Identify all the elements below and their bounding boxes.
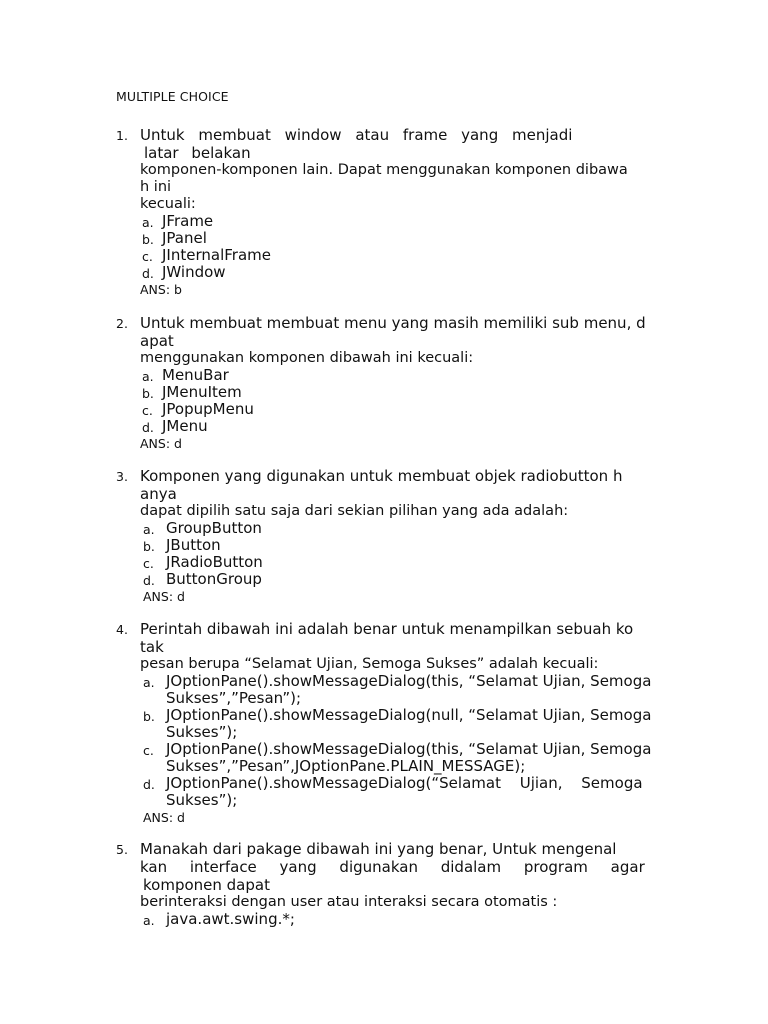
option-a [116, 911, 676, 928]
option-letter: a. [143, 522, 155, 537]
question-line [116, 840, 676, 858]
question-number: 2. [116, 316, 128, 331]
question-text: anya [140, 485, 177, 503]
question-number: 1. [116, 128, 128, 143]
option-d [116, 775, 676, 809]
answer-key: ANS: d [143, 589, 185, 604]
option-letter: a. [142, 215, 154, 230]
option-text-continued: Sukses”,”Pesan”,JOptionPane.PLAIN_MESSAGE); [166, 757, 526, 775]
question-line [116, 485, 676, 503]
option-b [116, 537, 676, 554]
option-letter: d. [143, 777, 155, 792]
answer-key: ANS: d [143, 810, 185, 825]
option-c [116, 401, 676, 418]
option-text: JOptionPane().showMessageDialog(“Selamat Ujian, Semoga [166, 774, 643, 792]
option-letter: b. [142, 232, 154, 247]
question-3 [116, 467, 676, 605]
option-letter: c. [143, 743, 154, 758]
question-line: komponen-komponen lain. Dapat menggunakan komponen dibawa [140, 162, 628, 178]
option-letter: a. [143, 913, 155, 928]
option-c [116, 741, 676, 775]
option-text: JOptionPane().showMessageDialog(null, “Selamat Ujian, Semoga [166, 706, 652, 724]
option-letter: c. [142, 403, 153, 418]
option-text: JPanel [162, 229, 207, 247]
option-text: JOptionPane().showMessageDialog(this, “Selamat Ujian, Semoga [166, 672, 652, 690]
section-heading: MULTIPLE CHOICE [116, 89, 229, 104]
question-text: Untuk membuat membuat menu yang masih memiliki sub menu, d [140, 314, 646, 332]
option-text-continued: Sukses”); [166, 791, 238, 809]
option-text: JButton [166, 536, 221, 554]
question-number: 5. [116, 842, 128, 857]
question-line: menggunakan komponen dibawah ini kecuali: [140, 350, 474, 366]
question-5 [116, 840, 676, 928]
option-c [116, 247, 676, 264]
question-number: 4. [116, 622, 128, 637]
option-text: JFrame [162, 212, 214, 230]
option-text: JWindow [162, 263, 226, 281]
option-text-continued: Sukses”); [166, 723, 238, 741]
option-text: JRadioButton [166, 553, 263, 571]
option-text: java.awt.swing.*; [166, 910, 295, 928]
option-text: MenuBar [162, 366, 229, 384]
question-text: Manakah dari pakage dibawah ini yang benar, Untuk mengenal [140, 840, 617, 858]
question-number: 3. [116, 469, 128, 484]
question-text: latar belakan [144, 144, 251, 162]
question-4 [116, 620, 676, 826]
option-letter: b. [143, 709, 155, 724]
option-text: GroupButton [166, 519, 262, 537]
option-letter: d. [142, 420, 154, 435]
question-line: kecuali: [140, 196, 196, 212]
question-2 [116, 314, 676, 452]
question-line [116, 620, 676, 638]
option-b [116, 230, 676, 247]
question-line: berinteraksi dengan user atau interaksi secara otomatis : [140, 894, 558, 910]
option-letter: c. [143, 556, 154, 571]
option-d [116, 418, 676, 435]
question-line: dapat dipilih satu saja dari sekian pilihan yang ada adalah: [140, 503, 569, 519]
option-d [116, 571, 676, 588]
question-line: pesan berupa “Selamat Ujian, Semoga Sukses” adalah kecuali: [140, 656, 599, 672]
option-a [116, 673, 676, 707]
question-text: apat [140, 332, 174, 350]
question-text: tak [140, 638, 164, 656]
option-letter: d. [143, 573, 155, 588]
question-line [116, 467, 676, 485]
question-line [116, 314, 676, 332]
option-letter: b. [142, 386, 154, 401]
question-line [116, 638, 676, 656]
option-letter: b. [143, 539, 155, 554]
question-line: h ini [140, 179, 172, 195]
question-line [116, 858, 676, 876]
question-line [116, 126, 676, 144]
question-text: Komponen yang digunakan untuk membuat objek radiobutton h [140, 467, 623, 485]
option-text: JMenuItem [162, 383, 242, 401]
option-b [116, 707, 676, 741]
question-line [116, 876, 676, 894]
question-text: Untuk membuat window atau frame yang menjadi [140, 126, 573, 144]
option-c [116, 554, 676, 571]
option-text: ButtonGroup [166, 570, 262, 588]
option-d [116, 264, 676, 281]
option-letter: a. [142, 369, 154, 384]
question-line [116, 144, 676, 162]
option-letter: d. [142, 266, 154, 281]
option-text: JOptionPane().showMessageDialog(this, “Selamat Ujian, Semoga [166, 740, 652, 758]
option-a [116, 213, 676, 230]
answer-key: ANS: b [140, 282, 182, 297]
option-letter: a. [143, 675, 155, 690]
option-text: JPopupMenu [162, 400, 254, 418]
option-text-continued: Sukses”,”Pesan”); [166, 689, 301, 707]
option-b [116, 384, 676, 401]
option-a [116, 367, 676, 384]
question-line [116, 332, 676, 350]
question-text: Perintah dibawah ini adalah benar untuk menampilkan sebuah ko [140, 620, 634, 638]
question-text: komponen dapat [143, 876, 270, 894]
option-text: JInternalFrame [162, 246, 271, 264]
option-text: JMenu [162, 417, 208, 435]
answer-key: ANS: d [140, 436, 182, 451]
question-text: kan interface yang digunakan didalam program agar [140, 858, 645, 876]
option-a [116, 520, 676, 537]
question-1 [116, 126, 676, 298]
option-letter: c. [142, 249, 153, 264]
